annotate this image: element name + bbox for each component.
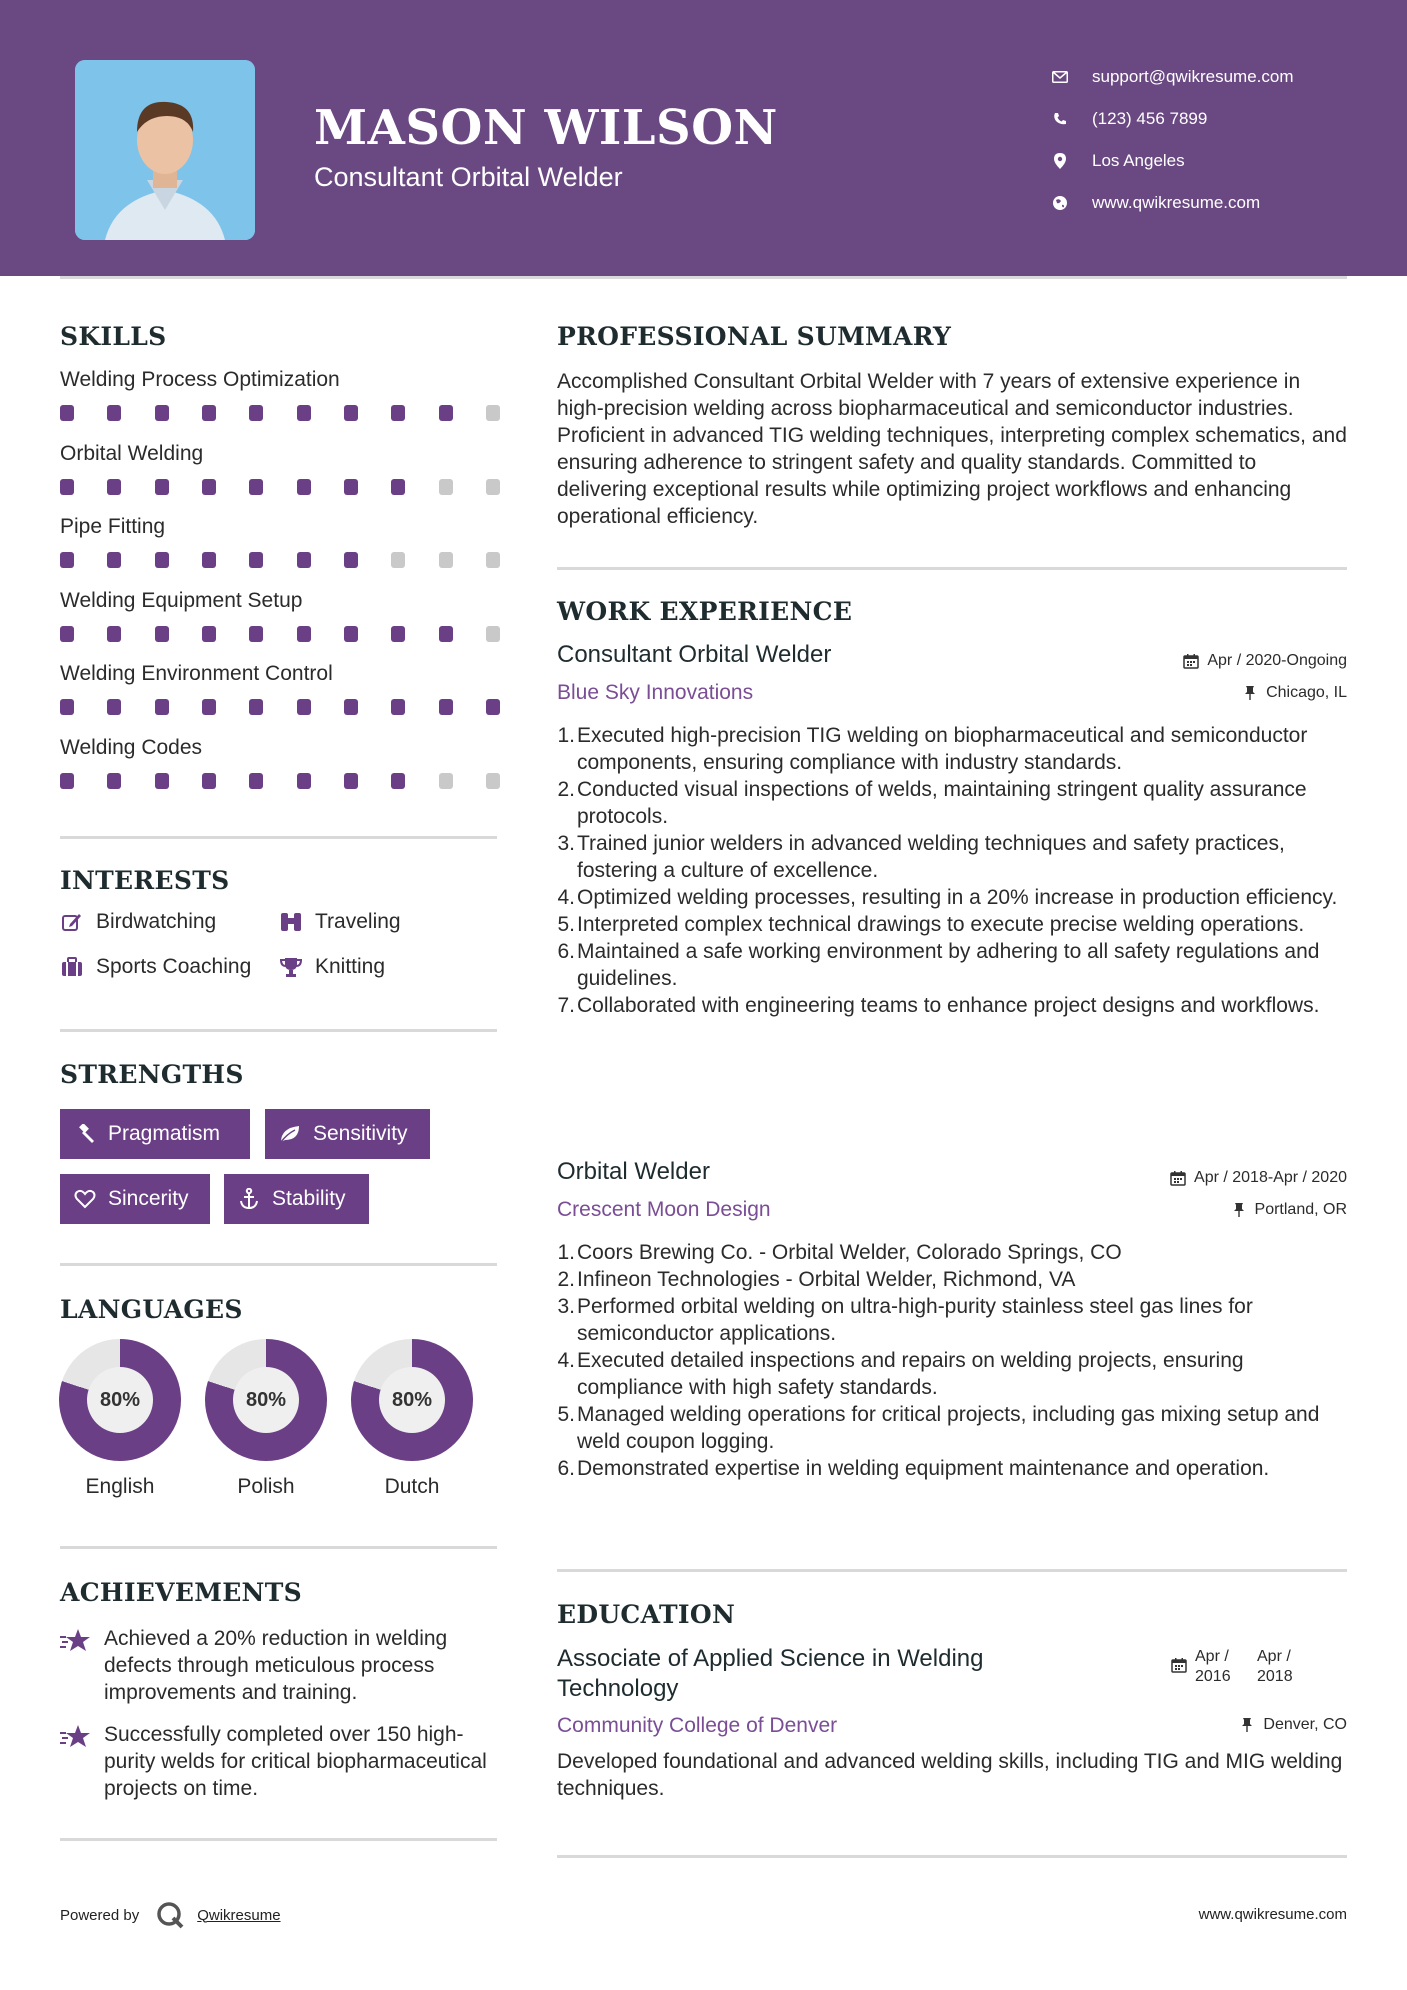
- duty-item: [552, 884, 1352, 911]
- skill-dot-filled: [344, 773, 358, 789]
- skill-dot-filled: [60, 405, 74, 421]
- skill-dot-filled: [155, 405, 169, 421]
- powered-by-text: Powered by: [60, 1906, 140, 1924]
- contact-list: [1050, 56, 1294, 224]
- anchor-icon: [238, 1188, 260, 1210]
- skill-dot-empty: [486, 552, 500, 568]
- strength-chip: [60, 1174, 210, 1224]
- candidate-role: Consultant Orbital Welder: [314, 162, 623, 192]
- skill-dot-filled: [202, 773, 216, 789]
- duty-item: [552, 938, 1352, 992]
- strength-label: Pragmatism: [108, 1122, 221, 1145]
- strengths-heading: STRENGTHS: [60, 1060, 244, 1089]
- duty-text: Collaborated with engineering teams to enhance project designs and workflows.: [577, 994, 1320, 1017]
- duty-text: Optimized welding processes, resulting in a 20% increase in production efficiency.: [577, 886, 1338, 909]
- skill-dot-filled: [107, 405, 121, 421]
- skill-dot-filled: [60, 626, 74, 642]
- duty-number: 3.: [557, 832, 575, 855]
- duty-item: [552, 1293, 1352, 1347]
- interest-label: Sports Coaching: [96, 955, 252, 978]
- education-degree: Associate of Applied Science in Welding Technology: [557, 1645, 984, 1702]
- job-location-text: Portland, OR: [1254, 1201, 1347, 1218]
- skill-dot-empty: [391, 552, 405, 568]
- duty-number: 1.: [557, 1241, 575, 1264]
- duty-item: [552, 1401, 1352, 1455]
- duty-item: [552, 830, 1352, 884]
- duty-text: Interpreted complex technical drawings to execute precise welding operations.: [577, 913, 1305, 936]
- education-location: [1239, 1716, 1347, 1734]
- skill-level-rating: [60, 699, 500, 715]
- qwikresume-logo-icon: [155, 1900, 185, 1930]
- globe-icon: [1050, 193, 1070, 213]
- trophy-icon: [279, 955, 303, 979]
- duty-text: Executed high-precision TIG welding on biopharmaceutical and semiconductor components, ensuring compliance with industry standards.: [577, 724, 1308, 774]
- skill-dot-filled: [202, 626, 216, 642]
- duty-text: Conducted visual inspections of welds, maintaining stringent quality assurance protocols.: [577, 778, 1307, 828]
- duty-number: 3.: [557, 1295, 575, 1318]
- interest-item: [60, 910, 216, 934]
- duty-text: Coors Brewing Co. - Orbital Welder, Colorado Springs, CO: [577, 1241, 1122, 1264]
- duty-number: 2.: [557, 1268, 575, 1291]
- education-dates: [1171, 1647, 1301, 1687]
- duty-item: [552, 1347, 1352, 1401]
- duty-item: [552, 911, 1352, 938]
- duty-number: 6.: [557, 940, 575, 963]
- skill-level-rating: [60, 405, 500, 421]
- skill-dot-filled: [344, 552, 358, 568]
- skill-dot-filled: [202, 479, 216, 495]
- language-name: Polish: [237, 1475, 295, 1498]
- skill-dot-filled: [155, 773, 169, 789]
- mail-icon: [1050, 67, 1070, 87]
- skill-dot-filled: [344, 699, 358, 715]
- skill-dot-filled: [107, 479, 121, 495]
- language-proficiency-ring: [59, 1339, 181, 1461]
- skill-dot-empty: [439, 479, 453, 495]
- skill-level-rating: [60, 552, 500, 568]
- duty-number: 6.: [557, 1457, 575, 1480]
- job-title: Orbital Welder: [557, 1158, 710, 1185]
- duty-number: 5.: [557, 1403, 575, 1426]
- skill-dot-filled: [391, 699, 405, 715]
- skill-dot-empty: [486, 479, 500, 495]
- skill-dot-filled: [344, 626, 358, 642]
- strength-chip: [224, 1174, 369, 1224]
- education-date-end: Apr / 2018: [1257, 1648, 1293, 1685]
- education-location-text: Denver, CO: [1263, 1716, 1347, 1733]
- language-proficiency-ring: [205, 1339, 327, 1461]
- calendar-icon: [1171, 1657, 1187, 1678]
- duty-text: Demonstrated expertise in welding equipment maintenance and operation.: [577, 1457, 1270, 1480]
- calendar-icon: [1183, 653, 1199, 669]
- skill-dot-filled: [249, 479, 263, 495]
- skill-dot-filled: [439, 626, 453, 642]
- duty-text: Managed welding operations for critical projects, including gas mixing setup and weld coupon logging.: [577, 1403, 1320, 1453]
- skill-dot-filled: [60, 552, 74, 568]
- binoculars-icon: [279, 910, 303, 934]
- summary-text: Accomplished Consultant Orbital Welder with 7 years of extensive experience in high-precision welding across biopharmaceutical and semiconductor industries. Proficient in advanced TIG welding techniques, interpreting complex schematics, and ensuring adherence to stringent safety and quality standards. Committed to delivering exceptional results while optimizing project workflows and enhancing operational efficiency.: [557, 370, 1347, 528]
- skill-dot-empty: [486, 405, 500, 421]
- duty-text: Maintained a safe working environment by adhering to all safety regulations and guidelines.: [577, 940, 1320, 990]
- duty-item: [552, 992, 1352, 1019]
- achievements-heading: ACHIEVEMENTS: [60, 1578, 302, 1607]
- header-divider: [60, 276, 1347, 279]
- interest-item: [279, 955, 385, 979]
- job-location: [1231, 1201, 1347, 1219]
- heart-icon: [74, 1188, 96, 1210]
- language-name: Dutch: [384, 1475, 440, 1498]
- skill-dot-empty: [486, 773, 500, 789]
- pin-icon: [1239, 1717, 1255, 1733]
- edit-icon: [60, 910, 84, 934]
- languages-divider: [60, 1546, 497, 1549]
- leaf-icon: [279, 1123, 301, 1145]
- education-divider: [557, 1855, 1347, 1858]
- skill-name: Welding Codes: [60, 735, 203, 759]
- skill-dot-filled: [297, 773, 311, 789]
- contact-email[interactable]: [1050, 56, 1294, 98]
- skill-dot-filled: [60, 479, 74, 495]
- skill-level-rating: [60, 479, 500, 495]
- interests-heading: INTERESTS: [60, 866, 230, 895]
- skill-name: Pipe Fitting: [60, 515, 166, 538]
- achievement-text: Achieved a 20% reduction in welding defects through meticulous process improvements and training.: [104, 1627, 448, 1704]
- language-item: [205, 1339, 327, 1499]
- duty-text: Trained junior welders in advanced welding techniques and safety practices, fostering a culture of excellence.: [577, 832, 1285, 882]
- skill-dot-filled: [155, 479, 169, 495]
- language-name: English: [85, 1475, 155, 1498]
- job-duties-list: [552, 722, 1352, 1019]
- skills-heading: SKILLS: [60, 322, 167, 351]
- skill-dot-empty: [486, 626, 500, 642]
- strength-chip: [60, 1109, 250, 1159]
- interest-label: Birdwatching: [96, 910, 217, 933]
- duty-item: [552, 1266, 1352, 1293]
- contact-phone[interactable]: [1050, 98, 1294, 140]
- job-dates-text: Apr / 2020-Ongoing: [1207, 652, 1347, 669]
- duty-number: 4.: [557, 1349, 575, 1372]
- location-pin-icon: [1050, 151, 1070, 171]
- experience-heading: WORK EXPERIENCE: [557, 597, 853, 626]
- candidate-name: MASON WILSON: [314, 100, 778, 156]
- contact-location: [1050, 140, 1294, 182]
- strength-label: Stability: [272, 1187, 346, 1210]
- skill-name: Welding Process Optimization: [60, 368, 340, 391]
- skill-name: Orbital Welding: [60, 441, 204, 465]
- job-company: Crescent Moon Design: [557, 1198, 771, 1221]
- skill-dot-empty: [439, 773, 453, 789]
- skill-dot-filled: [439, 699, 453, 715]
- skill-dot-filled: [155, 626, 169, 642]
- star-icon: [60, 1627, 92, 1655]
- duty-text: Infineon Technologies - Orbital Welder, Richmond, VA: [577, 1268, 1076, 1291]
- skill-dot-filled: [297, 699, 311, 715]
- skill-dot-filled: [249, 552, 263, 568]
- skill-level-rating: [60, 626, 500, 642]
- pin-icon: [1231, 1202, 1247, 1218]
- pin-icon: [1242, 685, 1258, 701]
- summary-divider: [557, 567, 1347, 570]
- contact-website-text: www.qwikresume.com: [1092, 193, 1261, 212]
- skill-dot-filled: [344, 405, 358, 421]
- education-description: Developed foundational and advanced welding skills, including TIG and MIG welding techniques.: [557, 1750, 1343, 1800]
- skill-dot-filled: [391, 626, 405, 642]
- summary-heading: PROFESSIONAL SUMMARY: [557, 322, 952, 351]
- duty-number: 5.: [557, 913, 575, 936]
- achievements-divider: [60, 1838, 497, 1841]
- experience-divider: [557, 1569, 1347, 1572]
- duty-number: 1.: [557, 724, 575, 747]
- language-percent: 80%: [233, 1367, 299, 1433]
- skill-dot-filled: [107, 552, 121, 568]
- phone-icon: [1050, 109, 1070, 129]
- interests-divider: [60, 1029, 497, 1032]
- skill-dot-filled: [297, 405, 311, 421]
- duty-text: Executed detailed inspections and repairs on welding projects, ensuring compliance with high safety standards.: [577, 1349, 1244, 1399]
- duty-text: Performed orbital welding on ultra-high-purity stainless steel gas lines for semiconductor applications.: [577, 1295, 1253, 1345]
- duty-item: [552, 722, 1352, 776]
- skill-dot-filled: [249, 699, 263, 715]
- skill-dot-filled: [107, 626, 121, 642]
- language-proficiency-ring: [351, 1339, 473, 1461]
- skill-dot-filled: [60, 699, 74, 715]
- skill-name: Welding Equipment Setup: [60, 588, 303, 612]
- footer-url[interactable]: www.qwikresume.com: [1198, 1906, 1347, 1923]
- job-title: Consultant Orbital Welder: [557, 641, 832, 668]
- resume-header: [0, 0, 1407, 276]
- job-dates-text: Apr / 2018-Apr / 2020: [1194, 1169, 1347, 1186]
- languages-heading: LANGUAGES: [60, 1295, 243, 1324]
- duty-item: [552, 1239, 1352, 1266]
- skill-dot-filled: [486, 699, 500, 715]
- duty-number: 7.: [557, 994, 575, 1017]
- job-location-text: Chicago, IL: [1266, 684, 1347, 701]
- skill-name: Welding Environment Control: [60, 662, 333, 685]
- language-item: [351, 1339, 473, 1499]
- duty-item: [552, 776, 1352, 830]
- star-icon: [60, 1723, 92, 1751]
- briefcase-icon: [60, 955, 84, 979]
- achievement-item: [60, 1721, 500, 1802]
- strength-label: Sincerity: [108, 1187, 189, 1210]
- skill-dot-filled: [391, 479, 405, 495]
- skill-dot-filled: [297, 479, 311, 495]
- education-date-start: Apr / 2016: [1195, 1648, 1231, 1685]
- strength-chip: [265, 1109, 430, 1159]
- profile-photo: [75, 60, 255, 240]
- qwikresume-link[interactable]: Qwikresume: [197, 1906, 281, 1924]
- job-duties-list: [552, 1239, 1352, 1482]
- duty-number: 2.: [557, 778, 575, 801]
- interest-label: Knitting: [315, 955, 386, 978]
- strengths-divider: [60, 1263, 497, 1266]
- skill-dot-filled: [297, 626, 311, 642]
- skill-dot-filled: [202, 552, 216, 568]
- skill-dot-filled: [249, 626, 263, 642]
- calendar-icon: [1170, 1170, 1186, 1186]
- skill-dot-filled: [107, 773, 121, 789]
- skill-dot-filled: [297, 552, 311, 568]
- achievement-item: [60, 1625, 500, 1706]
- job-company: Blue Sky Innovations: [557, 681, 754, 704]
- achievement-text: Successfully completed over 150 high-purity welds for critical biopharmaceutical projects on time.: [104, 1723, 487, 1800]
- job-dates: [1170, 1169, 1347, 1187]
- skill-dot-filled: [439, 405, 453, 421]
- gavel-icon: [74, 1123, 96, 1145]
- skill-dot-filled: [249, 773, 263, 789]
- contact-phone-text: (123) 456 7899: [1092, 109, 1208, 128]
- skill-dot-filled: [202, 699, 216, 715]
- skill-dot-filled: [249, 405, 263, 421]
- skill-dot-filled: [107, 699, 121, 715]
- skill-level-rating: [60, 773, 500, 789]
- strength-label: Sensitivity: [313, 1122, 408, 1145]
- language-percent: 80%: [379, 1367, 445, 1433]
- language-percent: 80%: [87, 1367, 153, 1433]
- contact-website[interactable]: [1050, 182, 1294, 224]
- interest-item: [60, 955, 251, 979]
- skill-dot-filled: [344, 479, 358, 495]
- job-dates: [1183, 652, 1347, 670]
- skill-dot-filled: [202, 405, 216, 421]
- skill-dot-filled: [391, 405, 405, 421]
- job-location: [1242, 684, 1347, 702]
- contact-email-text: support@qwikresume.com: [1092, 67, 1294, 86]
- education-heading: EDUCATION: [557, 1600, 736, 1629]
- skill-dot-empty: [439, 552, 453, 568]
- footer-powered-by: [60, 1900, 281, 1930]
- skill-dot-filled: [60, 773, 74, 789]
- skills-divider: [60, 836, 497, 839]
- language-item: [59, 1339, 181, 1499]
- interest-label: Traveling: [315, 910, 401, 933]
- duty-item: [552, 1455, 1352, 1482]
- skill-dot-filled: [155, 552, 169, 568]
- duty-number: 4.: [557, 886, 575, 909]
- contact-location-text: Los Angeles: [1092, 151, 1185, 170]
- skill-dot-filled: [391, 773, 405, 789]
- education-school: Community College of Denver: [557, 1714, 838, 1737]
- skill-dot-filled: [155, 699, 169, 715]
- interest-item: [279, 910, 401, 934]
